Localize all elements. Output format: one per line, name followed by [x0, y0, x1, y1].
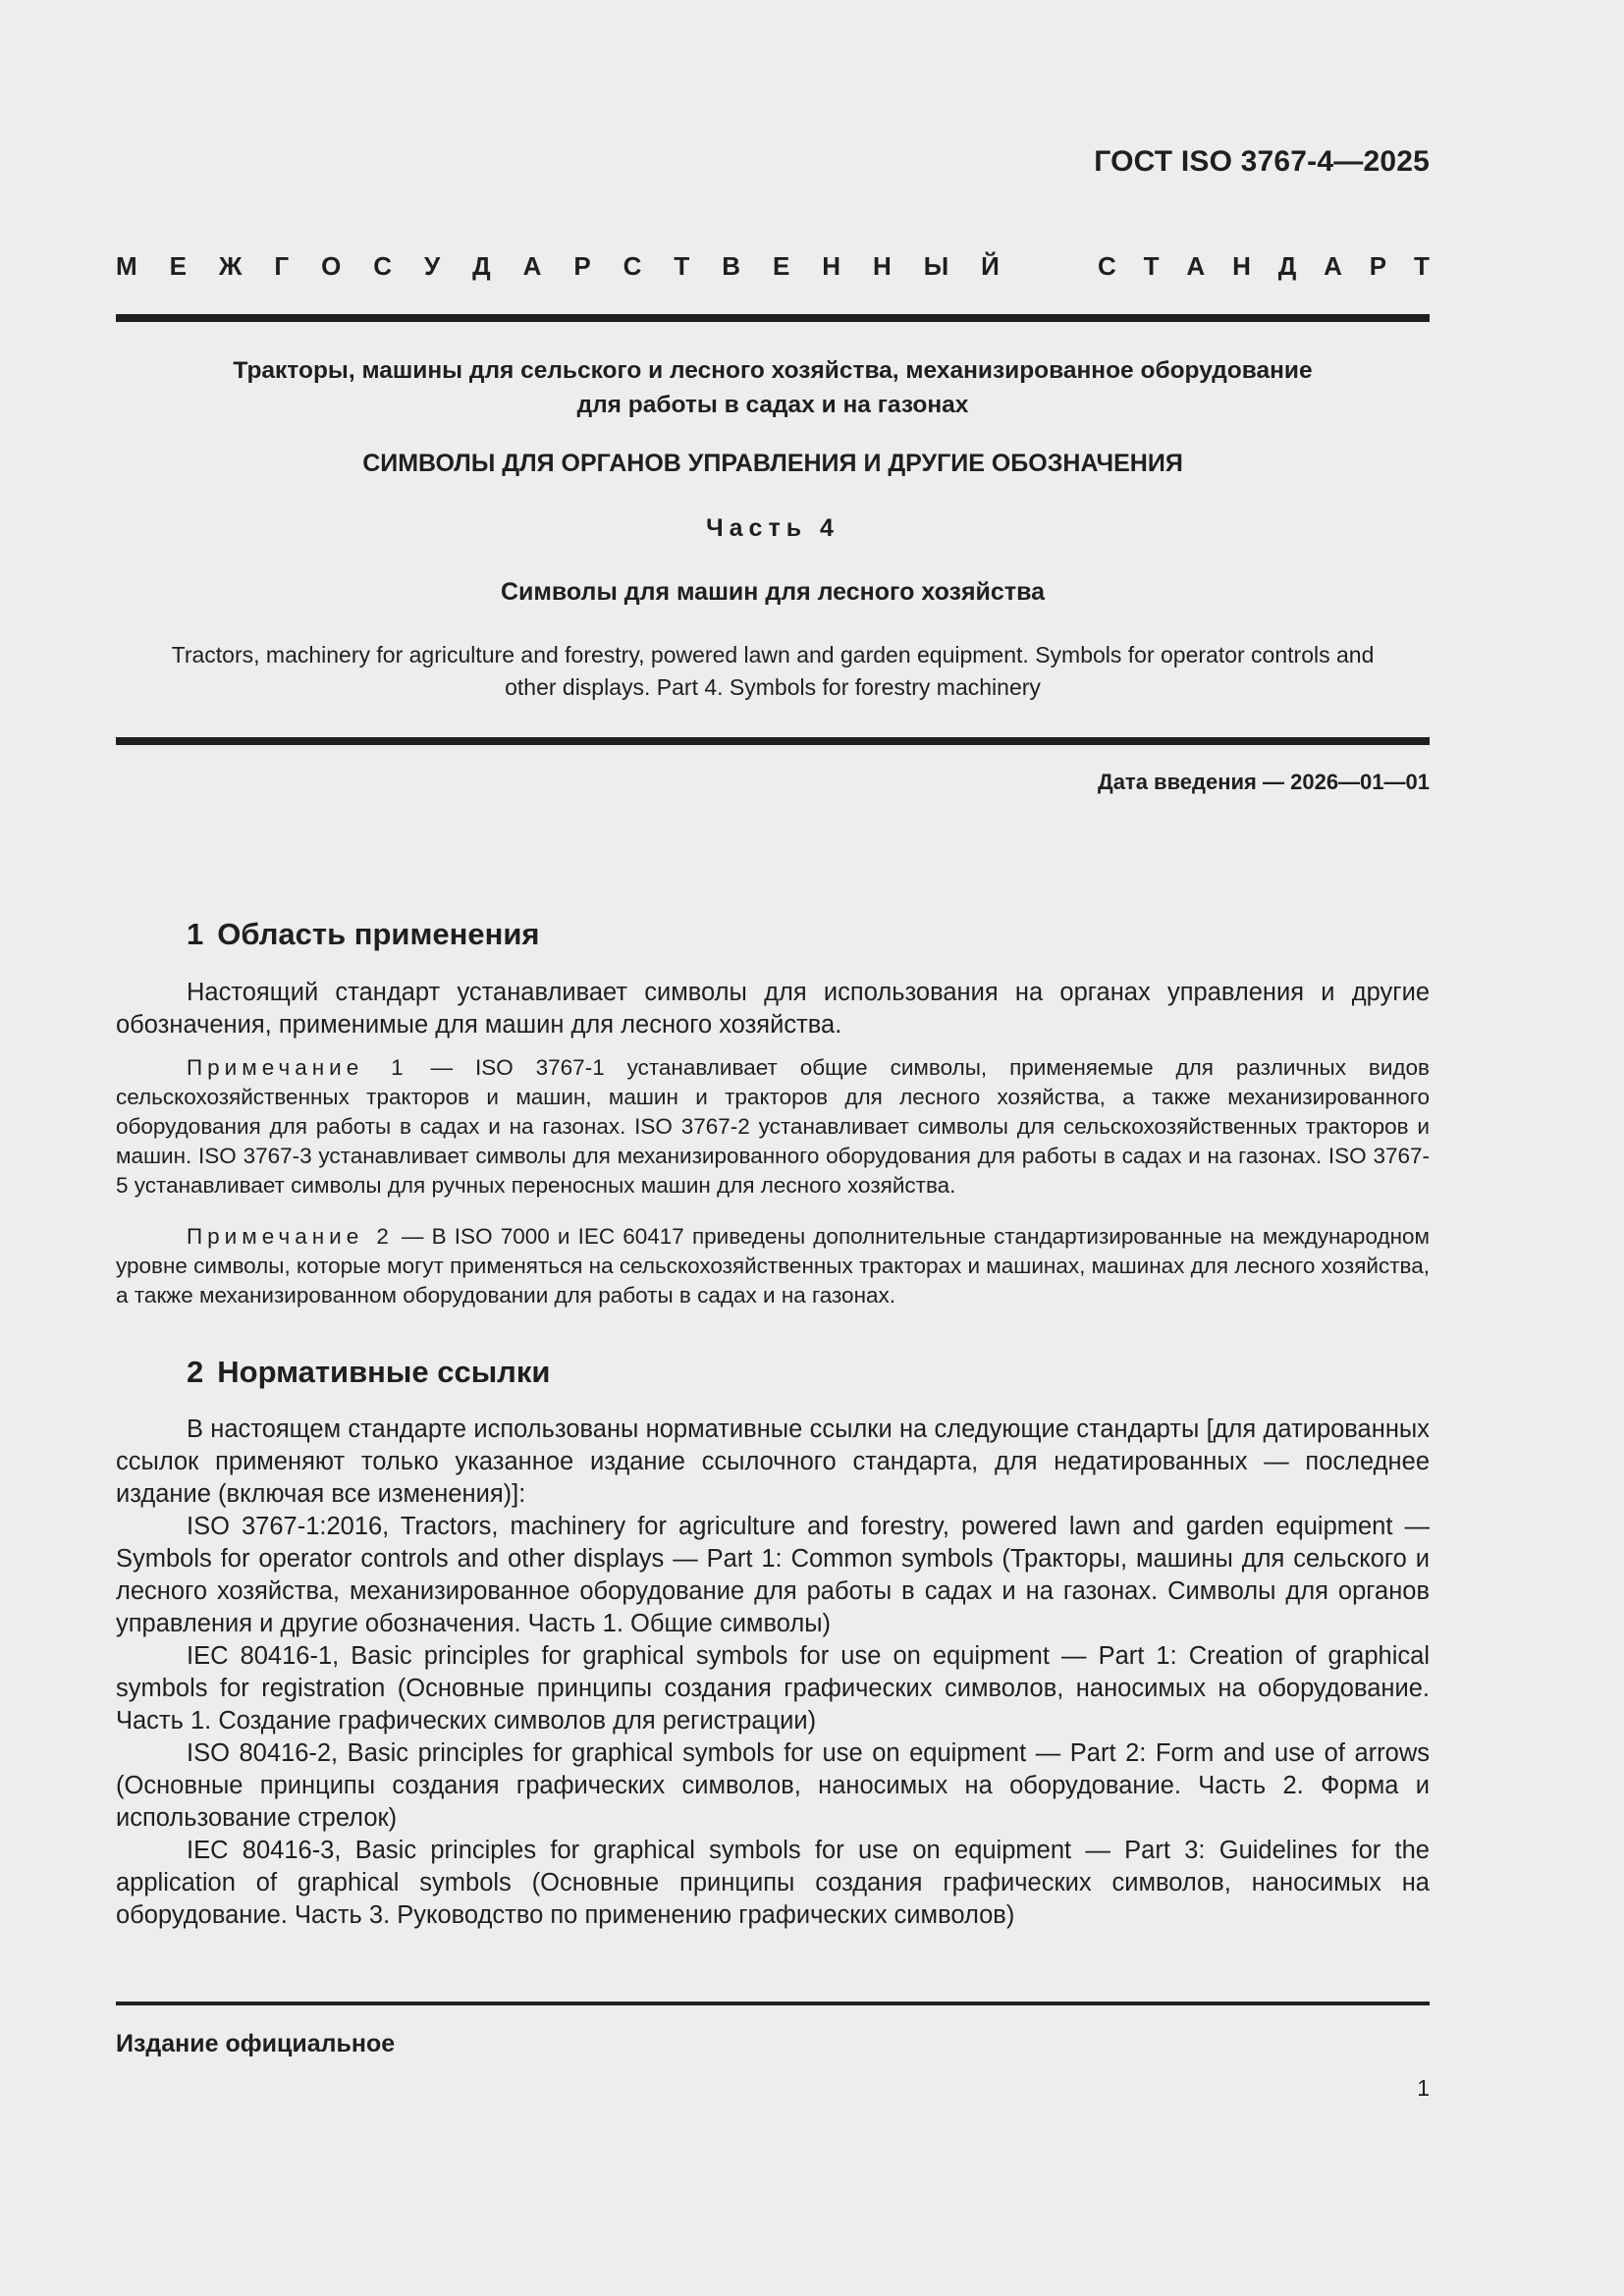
banner-letter: Й: [981, 251, 1000, 281]
note-2: [116, 1222, 1430, 1310]
banner-letter: Д: [472, 251, 491, 281]
title-russian: [116, 353, 1430, 422]
title-english-line-2: other displays. Part 4. Symbols for forestry machinery: [505, 674, 1041, 700]
interstate-word-2: [1098, 251, 1430, 282]
banner-letter: А: [1186, 251, 1206, 281]
banner-letter: Е: [772, 251, 790, 281]
section-1-paragraph: Настоящий стандарт устанавливает символы для использования на органах управления и другие обозначения, применимые для машин для лесного хозяйства.: [116, 979, 1430, 1039]
top-divider: [116, 314, 1430, 322]
banner-letter: Ж: [218, 251, 243, 281]
banner-letter: Т: [674, 251, 690, 281]
official-edition-label: Издание официальное: [116, 2030, 396, 2057]
banner-letter: Р: [1369, 251, 1387, 281]
banner-letter: Ы: [923, 251, 949, 281]
banner-letter: В: [722, 251, 741, 281]
part-subtitle: Символы для машин для лесного хозяйства: [500, 578, 1046, 606]
note-1-text: — ISO 3767-1 устанавливает общие символы, применяемые для различных видов сельскохозяйственных тракторов и машин, машин и тракторов для лесного хозяйства, а также механизированного оборудования для работы в садах и на газонах. ISO 3767-2 устанавливает символы для сельскохозяйственных тракторов и машин. ISO 3767-3 устанавливает символы для механизированного оборудования для работы в садах и на газонах. ISO 3767-5 устанавливает символы для ручных переносных машин для лесного хозяйства.: [116, 1055, 1430, 1198]
banner-letter: Р: [573, 251, 591, 281]
banner-letter: Н: [1232, 251, 1251, 281]
reference-item: IEC 80416-1, Basic principles for graphical symbols for use on equipment — Part 1: Creation of graphical symbols for registration (Основные принципы создания графических символов, наносимых на оборудование. Часть 1. Создание графических символов для регистрации): [116, 1642, 1430, 1735]
banner-letter: С: [1098, 251, 1116, 281]
section-2-number: 2: [187, 1355, 204, 1389]
banner-letter: Н: [873, 251, 892, 281]
banner-letter: Т: [1414, 251, 1430, 281]
standard-designation: ГОСТ ISO 3767-4—2025: [1094, 145, 1430, 178]
banner-letter: Г: [274, 251, 290, 281]
section-1-heading: [187, 917, 540, 952]
banner-letter: С: [373, 251, 393, 281]
banner-letter: А: [522, 251, 542, 281]
note-1: [116, 1053, 1430, 1201]
banner-letter: С: [623, 251, 642, 281]
page-number: 1: [1417, 2075, 1430, 2101]
title-russian-line-1: Тракторы, машины для сельского и лесного хозяйства, механизированное оборудование: [233, 357, 1313, 384]
introduction-date: Дата введения — 2026—01—01: [1098, 770, 1430, 794]
banner-letter: Д: [1277, 251, 1297, 281]
title-english: [116, 639, 1430, 704]
part-label: Часть 4: [706, 514, 839, 542]
reference-item: ISO 80416-2, Basic principles for graphical symbols for use on equipment — Part 2: Form and use of arrows (Основные принципы создания графических символов, наносимых на оборудование. Часть 2. Форма и использование стрелок): [116, 1739, 1430, 1832]
title-english-line-1: Tractors, machinery for agriculture and forestry, powered lawn and garden equipment. Symbols for operator controls and: [171, 642, 1375, 667]
section-1-number: 1: [187, 917, 204, 951]
reference-item: IEC 80416-3, Basic principles for graphical symbols for use on equipment — Part 3: Guidelines for the application of graphical symbols (Основные принципы создания графических символов, наносимых на оборудование. Часть 3. Руководство по применению графических символов): [116, 1837, 1430, 1929]
normative-references-block: [116, 1414, 1430, 1932]
section-2-title: Нормативные ссылки: [217, 1355, 551, 1389]
title-russian-line-2: для работы в садах и на газонах: [576, 392, 969, 418]
banner-letter: Т: [1143, 251, 1160, 281]
interstate-word-1: [116, 251, 1000, 282]
section-2-heading: [187, 1355, 550, 1390]
banner-letter: О: [321, 251, 342, 281]
reference-item: ISO 3767-1:2016, Tractors, machinery for agriculture and forestry, powered lawn and garden equipment — Symbols for operator controls and other displays — Part 1: Common symbols (Тракторы, машины для сельского и лесного хозяйства, механизированное оборудование для работы в садах и на газонах. Символы для органов управления и другие обозначения. Часть 1. Общие символы): [116, 1513, 1430, 1637]
footer-divider: [116, 2002, 1430, 2005]
interstate-standard-banner: [116, 251, 1430, 282]
banner-letter: У: [424, 251, 441, 281]
title-bottom-divider: [116, 737, 1430, 745]
section-2-intro: В настоящем стандарте использованы нормативные ссылки на следующие стандарты [для датированных ссылок применяют только указанное издание ссылочного стандарта, для недатированных — последнее издание (включая все изменения)]:: [116, 1415, 1430, 1508]
section-1-title: Область применения: [217, 917, 540, 951]
banner-letter: А: [1324, 251, 1342, 281]
note-2-label: Примечание 2: [187, 1224, 394, 1249]
note-1-label: Примечание 1: [187, 1055, 408, 1080]
banner-letter: Н: [822, 251, 841, 281]
note-2-text: — В ISO 7000 и IEC 60417 приведены дополнительные стандартизированные на международном уровне символы, которые могут применяться на сельскохозяйственных тракторах и машинах, машинах для лесного хозяйства, а также механизированном оборудовании для работы в садах и на газонах.: [116, 1224, 1431, 1308]
banner-letter: М: [116, 251, 137, 281]
banner-letter: Е: [169, 251, 187, 281]
title-main: СИМВОЛЫ ДЛЯ ОРГАНОВ УПРАВЛЕНИЯ И ДРУГИЕ ОБОЗНАЧЕНИЯ: [362, 450, 1183, 477]
